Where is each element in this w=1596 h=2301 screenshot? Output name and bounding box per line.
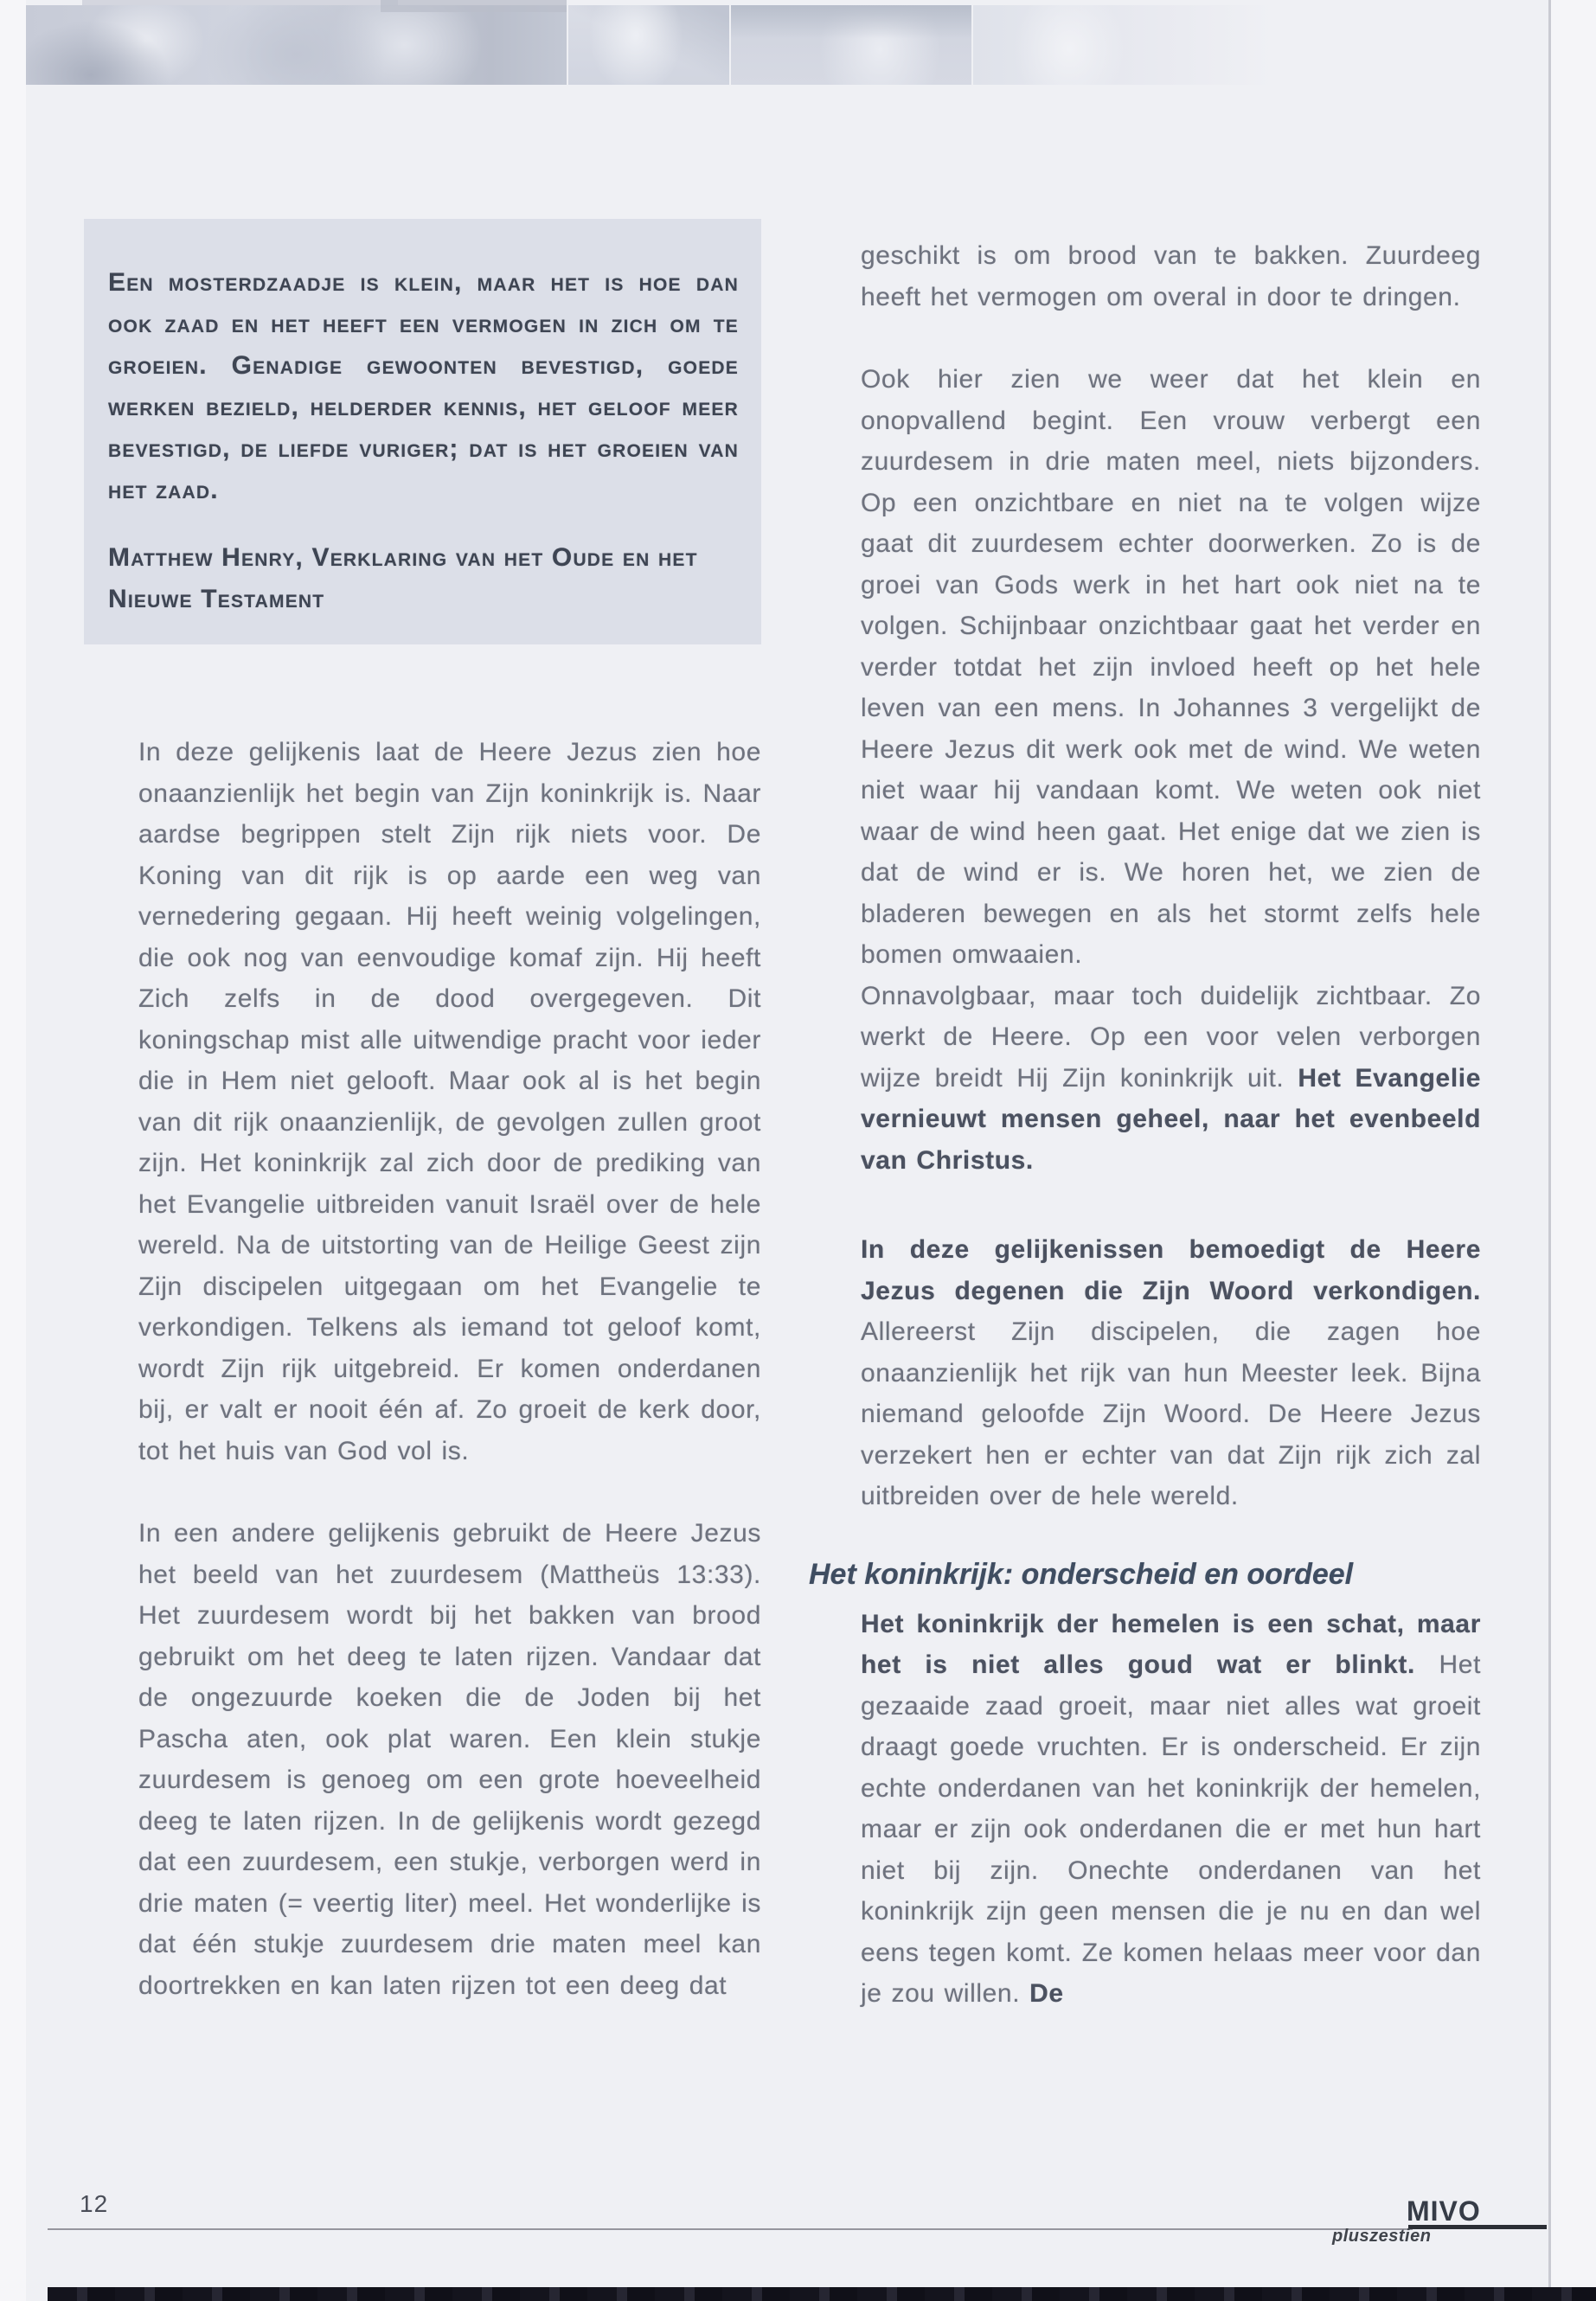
paragraph-text: Onnavolgbaar, maar toch duidelijk zichtbaar. Zo werkt de Heere. Op een voor velen verborgen wijze breidt Hij Zijn koninkrijk uit. (861, 981, 1481, 1093)
page-number: 12 (80, 2190, 109, 2217)
scan-smudge (381, 0, 567, 12)
scan-smudge (82, 0, 398, 5)
photo-girls-talking (26, 5, 567, 85)
right-text-column (809, 235, 1482, 2015)
page-right-margin (1551, 0, 1596, 2301)
paragraph: Ook hier zien we weer dat het klein en onopvallend begint. Een vrouw verbergt een zuurdesem in drie maten meel, niets bijzonders. Op een onzichtbare en niet na te volgen wijze gaat dit zuurdesem echter doorwerken. Zo is de groei van Gods werk in het hart ook niet na te volgen. Schijnbaar onzichtbaar gaat het verder en verder totdat het zijn invloed heeft op het hele leven van een mens. In Johannes 3 vergelijkt de Heere Jezus dit werk ook met de wind. We weten niet waar hij vandaan komt. We weten ook niet waar de wind heen gaat. Het enige dat we zien is dat de wind er is. We horen het, we zien de bladeren bewegen en als het stormt zelfs hele bomen omwaaien. (861, 365, 1481, 969)
paragraph-bold-text: In deze gelijkenissen bemoedigt de Heere Jezus degenen die Zijn Woord verkondigen. (861, 1235, 1481, 1305)
paragraph: In een andere gelijkenis gebruikt de Heere Jezus het beeld van het zuurdesem (Mattheüs 13:33). Het zuurdesem wordt bij het bakken van brood gebruikt om het deeg te laten rijzen. Vandaar dat de ongezuurde koeken die de Joden bij het Pascha aten, ook plat waren. Een klein stukje zuurdesem is genoeg om een grote hoeveelheid deeg te laten rijzen. In de gelijkenis wordt gezegd dat een zuurdesem, een stukje, verborgen werd in drie maten (= veertig liter) meel. Het wonderlijke is dat één stukje zuurdesem drie maten meel kan doortrekken en kan laten rijzen tot een deeg dat (138, 1519, 761, 2000)
paragraph-text: Het gezaaide zaad groeit, maar niet alles wat groeit draagt goede vruchten. Er is onderscheid. Er zijn echte onderdanen van het koninkrijk der hemelen, maar er zijn ook onderdanen die er met hun hart niet bij zijn. Onechte onderdanen van het koninkrijk zijn geen mensen die je nu en dan wel eens tegen komt. Ze komen helaas meer voor dan je zou willen. (861, 1650, 1482, 2008)
pull-quote-attribution: Matthew Henry, Verklaring van het Oude en het Nieuwe Testament (108, 543, 698, 613)
section-heading: Het koninkrijk: onderscheid en oordeel (809, 1557, 1354, 1591)
paragraph (861, 1604, 1481, 2015)
paragraph: In deze gelijkenis laat de Heere Jezus zien hoe onaanzienlijk het begin van Zijn koninkrijk is. Naar aardse begrippen stelt Zijn rijk niets voor. De Koning van dit rijk is op aarde een weg van vernedering gegaan. Hij heeft weinig volgelingen, die ook nog van eenvoudige komaf zijn. Hij heeft Zich zelfs in de dood overgegeven. Dit koningschap mist alle uitwendige pracht voor ieder die in Hem niet gelooft. Maar ook al is het begin van dit rijk onaanzienlijk, de gevolgen zullen groot zijn. Het koninkrijk zal zich door de prediking van het Evangelie uitbreiden vanuit Israël over de hele wereld. Na de uitstorting van de Heilige Geest zijn Zijn discipelen uitgegaan om het Evangelie te verkondigen. Telkens als iemand tot geloof komt, wordt Zijn rijk uitgebreid. Er komen onderdanen bij, er valt er nooit één af. Zo groeit de kerk door, tot het huis van God vol is. (138, 738, 761, 1465)
paragraph-bold-text: De (1029, 1979, 1064, 2008)
photo-young-man (731, 5, 971, 85)
page-left-margin (0, 0, 26, 2301)
left-text-column (138, 732, 761, 2006)
mivo-logo: MIVO (1407, 2195, 1481, 2227)
photo-faded-face (973, 5, 1273, 85)
paragraph-text: Allereerst Zijn discipelen, die zagen hoe onaanzienlijk het rijk van hun Meester leek. Bijna niemand geloofde Zijn Woord. De Heere Jezus verzekert hen er echter van dat Zijn rijk zich zal uitbreiden over de hele wereld. (861, 1317, 1481, 1510)
footer-rule (48, 2228, 1413, 2230)
mivo-logo-subtitle: pluszestien (1332, 2227, 1432, 2246)
pull-quote-box (84, 219, 761, 644)
pull-quote-text: Een mosterdzaadje is klein, maar het is hoe dan ook zaad en het heeft een vermogen in zich om te groeien. Genadige gewoonten bevestigd, goede werken bezield, helderder kennis, het geloof meer bevestigd, de liefde vuriger; dat is het groeien van het zaad. (108, 268, 739, 504)
paragraph (861, 976, 1481, 1182)
paragraph-bold-text: Het koninkrijk der hemelen is een schat, maar het is niet alles goud wat er blinkt. (861, 1609, 1481, 1679)
scan-bottom-edge-bar (48, 2287, 1596, 2301)
paragraph-bold-text: Het Evangelie vernieuwt mensen geheel, naar het evenbeeld van Christus. (861, 1063, 1481, 1175)
paragraph: geschikt is om brood van te bakken. Zuurdeeg heeft het vermogen om overal in door te dringen. (861, 241, 1481, 311)
photo-two-people (568, 5, 729, 85)
paragraph (861, 1229, 1481, 1517)
